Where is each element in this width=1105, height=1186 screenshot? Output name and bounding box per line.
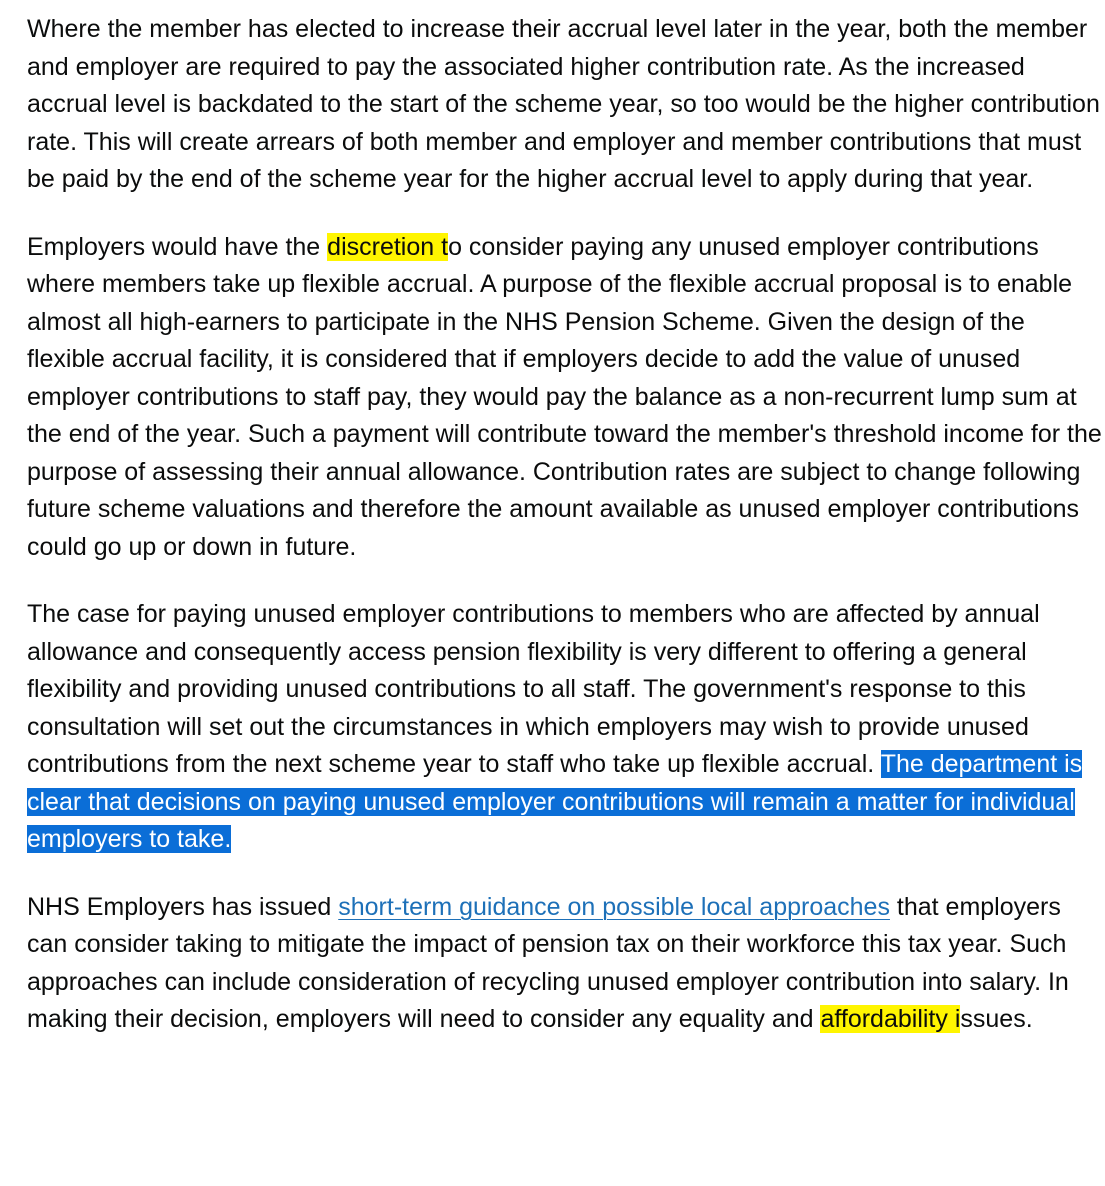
paragraph-nhs-employers-guidance [27, 889, 1102, 1039]
guidance-link[interactable]: short-term guidance on possible local approaches [338, 892, 890, 921]
paragraph-text: The case for paying unused employer contributions to members who are affected by annual allowance and consequently access pension flexibility is very different to offering a general flexibility and providing unused contributions to all staff. The government's response to this consultation will set out the circumstances in which employers may wish to provide unused contributions from the next scheme year to staff who take up flexible accrual. [27, 600, 1040, 778]
highlight-affordability: affordability i [820, 1005, 961, 1033]
selected-text[interactable]: The department is clear that decisions on paying unused employer contributions will remain a matter for individual employers to take. [27, 750, 1083, 853]
paragraph-text: that employers can consider taking to mitigate the impact of pension tax on their workforce this tax year. Such approaches can include consideration of recycling unused employer contribution into salary. In making their decision, employers will need to consider any equality and [27, 892, 1069, 1033]
paragraph-case-for-paying [27, 596, 1102, 859]
document-body [27, 11, 1102, 1069]
paragraph-text: Employers would have the [27, 232, 328, 261]
paragraph-text: o consider paying any unused employer contributions where members take up flexible accrual. A purpose of the flexible accrual proposal is to enable almost all high-earners to participate in the NHS Pension Scheme. Given the design of the flexible accrual facility, it is considered that if employers decide to add the value of unused employer contributions to staff pay, they would pay the balance as a non-recurrent lump sum at the end of the year. Such a payment will contribute toward the member's threshold income for the purpose of assessing their annual allowance. Contribution rates are subject to change following future scheme valuations and therefore the amount available as unused employer contributions could go up or down in future. [27, 232, 1102, 561]
paragraph-accrual-arrears [27, 11, 1102, 199]
paragraph-employer-discretion [27, 229, 1102, 567]
paragraph-text: ssues. [960, 1005, 1033, 1033]
highlight-discretion: discretion t [327, 232, 449, 261]
paragraph-text: NHS Employers has issued [27, 892, 339, 921]
paragraph-text: Where the member has elected to increase their accrual level later in the year, both the member and employer are required to pay the associated higher contribution rate. As the increased accrual level is backdated to the start of the scheme year, so too would be the higher contribution rate. This will create arrears of both member and employer and member contributions that must be paid by the end of the scheme year for the higher accrual level to apply during that year. [27, 15, 1100, 193]
